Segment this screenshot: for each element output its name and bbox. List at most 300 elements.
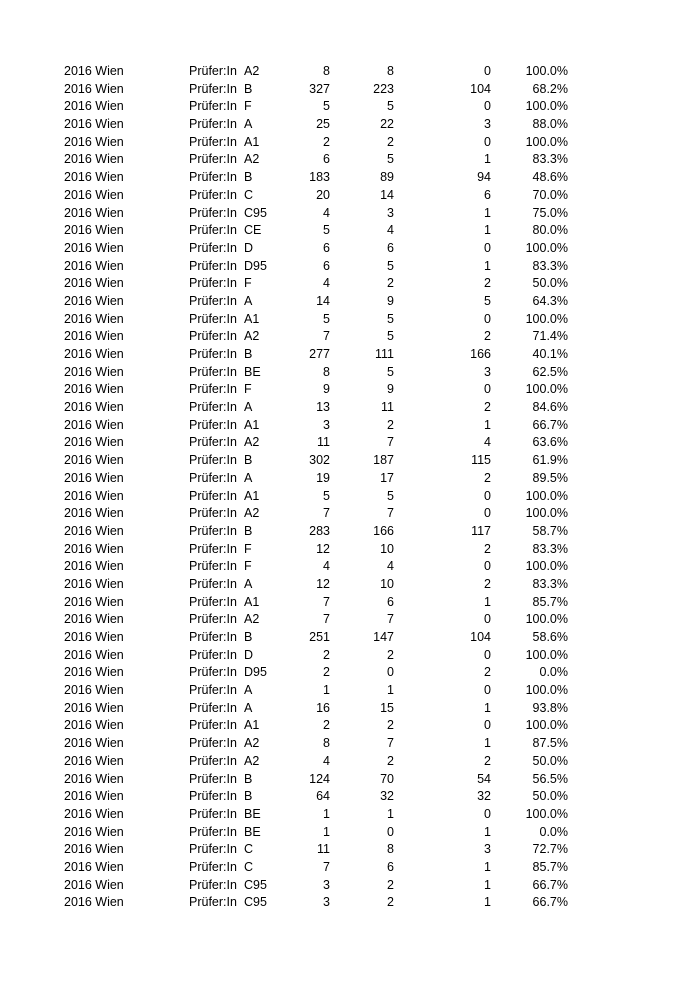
- failed-cell: 0: [484, 488, 491, 503]
- table-row: [0, 717, 700, 735]
- year-location-cell: 2016 Wien: [64, 753, 124, 768]
- failed-cell: 2: [484, 576, 491, 591]
- role-cell: Prüfer:In: [189, 170, 237, 185]
- failed-cell: 104: [470, 81, 491, 96]
- total-cell: 4: [323, 559, 330, 574]
- total-cell: 1: [323, 683, 330, 698]
- total-cell: 19: [316, 470, 330, 485]
- table-row: [0, 151, 700, 169]
- total-cell: 3: [323, 877, 330, 892]
- table-row: [0, 735, 700, 753]
- year-location-cell: 2016 Wien: [64, 364, 124, 379]
- passed-cell: 14: [380, 187, 394, 202]
- pass-rate-cell: 0.0%: [539, 824, 568, 839]
- year-location-cell: 2016 Wien: [64, 417, 124, 432]
- table-row: [0, 258, 700, 276]
- total-cell: 8: [323, 736, 330, 751]
- license-class-cell: A: [244, 683, 253, 698]
- year-location-cell: 2016 Wien: [64, 81, 124, 96]
- passed-cell: 5: [387, 258, 394, 273]
- passed-cell: 9: [387, 293, 394, 308]
- passed-cell: 5: [387, 488, 394, 503]
- table-row: [0, 859, 700, 877]
- year-location-cell: 2016 Wien: [64, 240, 124, 255]
- table-row: [0, 470, 700, 488]
- license-class-cell: D95: [244, 665, 267, 680]
- total-cell: 283: [309, 523, 330, 538]
- passed-cell: 2: [387, 647, 394, 662]
- total-cell: 251: [309, 630, 330, 644]
- pass-rate-cell: 0.0%: [539, 665, 568, 680]
- role-cell: Prüfer:In: [189, 134, 237, 149]
- passed-cell: 2: [387, 417, 394, 432]
- table-row: [0, 81, 700, 99]
- total-cell: 14: [316, 293, 330, 308]
- total-cell: 3: [323, 417, 330, 432]
- pass-rate-cell: 84.6%: [532, 400, 568, 415]
- license-class-cell: B: [244, 81, 253, 96]
- year-location-cell: 2016 Wien: [64, 470, 124, 485]
- role-cell: Prüfer:In: [189, 223, 237, 238]
- passed-cell: 2: [387, 718, 394, 733]
- passed-cell: 187: [373, 453, 394, 468]
- license-class-cell: C: [244, 187, 254, 202]
- passed-cell: 2: [387, 276, 394, 291]
- passed-cell: 111: [374, 347, 394, 361]
- failed-cell: 0: [484, 718, 491, 733]
- license-class-cell: A: [244, 400, 253, 415]
- passed-cell: 15: [380, 700, 394, 715]
- table-row: [0, 134, 700, 152]
- license-class-cell: CE: [244, 223, 262, 238]
- total-cell: 6: [323, 152, 330, 167]
- failed-cell: 94: [477, 170, 491, 185]
- failed-cell: 2: [484, 400, 491, 415]
- passed-cell: 7: [387, 736, 394, 751]
- pass-rate-cell: 66.7%: [532, 417, 568, 432]
- table-row: [0, 682, 700, 700]
- passed-cell: 7: [387, 506, 394, 521]
- pass-rate-cell: 100.0%: [525, 311, 568, 326]
- year-location-cell: 2016 Wien: [64, 630, 124, 644]
- role-cell: Prüfer:In: [189, 665, 237, 680]
- table-row: [0, 700, 700, 718]
- pass-rate-cell: 62.5%: [532, 364, 568, 379]
- license-class-cell: A: [244, 700, 253, 715]
- role-cell: Prüfer:In: [189, 187, 237, 202]
- role-cell: Prüfer:In: [189, 240, 237, 255]
- table-row: [0, 98, 700, 116]
- table-row: [0, 222, 700, 240]
- total-cell: 2: [323, 665, 330, 680]
- passed-cell: 1: [387, 806, 394, 821]
- table-row: [0, 753, 700, 771]
- total-cell: 277: [309, 347, 330, 361]
- passed-cell: 5: [387, 364, 394, 379]
- role-cell: Prüfer:In: [189, 311, 237, 326]
- failed-cell: 3: [484, 117, 491, 132]
- table-row: [0, 488, 700, 506]
- total-cell: 64: [316, 789, 330, 804]
- pass-rate-cell: 61.9%: [532, 453, 568, 468]
- license-class-cell: B: [244, 789, 253, 804]
- total-cell: 4: [323, 753, 330, 768]
- role-cell: Prüfer:In: [189, 559, 237, 574]
- passed-cell: 10: [380, 541, 394, 556]
- failed-cell: 54: [477, 771, 491, 786]
- failed-cell: 0: [484, 506, 491, 521]
- role-cell: Prüfer:In: [189, 453, 237, 468]
- year-location-cell: 2016 Wien: [64, 859, 124, 874]
- year-location-cell: 2016 Wien: [64, 895, 124, 910]
- failed-cell: 4: [484, 435, 491, 450]
- year-location-cell: 2016 Wien: [64, 488, 124, 503]
- failed-cell: 1: [484, 223, 491, 238]
- pass-rate-cell: 50.0%: [532, 789, 568, 804]
- total-cell: 9: [323, 382, 330, 397]
- failed-cell: 2: [484, 470, 491, 485]
- failed-cell: 3: [484, 842, 491, 857]
- year-location-cell: 2016 Wien: [64, 789, 124, 804]
- role-cell: Prüfer:In: [189, 718, 237, 733]
- license-class-cell: A2: [244, 64, 260, 78]
- table-row: [0, 541, 700, 559]
- license-class-cell: BE: [244, 806, 261, 821]
- year-location-cell: 2016 Wien: [64, 559, 124, 574]
- failed-cell: 1: [484, 205, 491, 220]
- table-row: [0, 894, 700, 912]
- failed-cell: 115: [471, 453, 491, 468]
- total-cell: 16: [316, 700, 330, 715]
- table-row: [0, 576, 700, 594]
- role-cell: Prüfer:In: [189, 435, 237, 450]
- year-location-cell: 2016 Wien: [64, 842, 124, 857]
- total-cell: 4: [323, 276, 330, 291]
- table-row: [0, 558, 700, 576]
- total-cell: 7: [323, 594, 330, 609]
- year-location-cell: 2016 Wien: [64, 877, 124, 892]
- total-cell: 11: [317, 435, 330, 450]
- table-row: [0, 364, 700, 382]
- license-class-cell: A: [244, 117, 253, 132]
- license-class-cell: D: [244, 647, 254, 662]
- total-cell: 5: [323, 311, 330, 326]
- spreadsheet-table: [0, 63, 700, 912]
- pass-rate-cell: 66.7%: [532, 895, 568, 910]
- failed-cell: 2: [484, 329, 491, 344]
- role-cell: Prüfer:In: [189, 329, 237, 344]
- table-row: [0, 505, 700, 523]
- total-cell: 5: [323, 488, 330, 503]
- year-location-cell: 2016 Wien: [64, 594, 124, 609]
- role-cell: Prüfer:In: [189, 700, 237, 715]
- role-cell: Prüfer:In: [189, 99, 237, 114]
- license-class-cell: A2: [244, 329, 260, 344]
- role-cell: Prüfer:In: [189, 630, 237, 644]
- year-location-cell: 2016 Wien: [64, 293, 124, 308]
- failed-cell: 2: [484, 753, 491, 768]
- year-location-cell: 2016 Wien: [64, 117, 124, 132]
- failed-cell: 1: [484, 700, 491, 715]
- role-cell: Prüfer:In: [189, 683, 237, 698]
- failed-cell: 1: [484, 859, 491, 874]
- failed-cell: 1: [484, 258, 491, 273]
- passed-cell: 2: [387, 877, 394, 892]
- license-class-cell: A2: [244, 612, 260, 627]
- table-row: [0, 116, 700, 134]
- failed-cell: 2: [484, 276, 491, 291]
- table-row: [0, 806, 700, 824]
- failed-cell: 0: [484, 559, 491, 574]
- pass-rate-cell: 100.0%: [525, 64, 568, 78]
- role-cell: Prüfer:In: [189, 541, 237, 556]
- passed-cell: 10: [380, 576, 394, 591]
- pass-rate-cell: 100.0%: [525, 559, 568, 574]
- year-location-cell: 2016 Wien: [64, 736, 124, 751]
- role-cell: Prüfer:In: [189, 842, 237, 857]
- role-cell: Prüfer:In: [189, 506, 237, 521]
- total-cell: 3: [323, 895, 330, 910]
- pass-rate-cell: 100.0%: [525, 718, 568, 733]
- passed-cell: 223: [373, 81, 394, 96]
- passed-cell: 1: [387, 683, 394, 698]
- pass-rate-cell: 58.7%: [532, 523, 568, 538]
- year-location-cell: 2016 Wien: [64, 718, 124, 733]
- year-location-cell: 2016 Wien: [64, 134, 124, 149]
- year-location-cell: 2016 Wien: [64, 683, 124, 698]
- total-cell: 1: [323, 824, 330, 839]
- table-row: [0, 381, 700, 399]
- total-cell: 2: [323, 647, 330, 662]
- license-class-cell: A1: [244, 134, 260, 149]
- failed-cell: 2: [484, 541, 491, 556]
- year-location-cell: 2016 Wien: [64, 665, 124, 680]
- passed-cell: 7: [387, 435, 394, 450]
- license-class-cell: F: [244, 99, 252, 114]
- license-class-cell: B: [244, 453, 253, 468]
- license-class-cell: D: [244, 240, 254, 255]
- year-location-cell: 2016 Wien: [64, 647, 124, 662]
- failed-cell: 2: [484, 665, 491, 680]
- license-class-cell: B: [244, 771, 253, 786]
- table-row: [0, 841, 700, 859]
- table-row: [0, 523, 700, 541]
- license-class-cell: A1: [244, 488, 260, 503]
- role-cell: Prüfer:In: [189, 293, 237, 308]
- failed-cell: 1: [484, 417, 491, 432]
- license-class-cell: A: [244, 470, 253, 485]
- license-class-cell: BE: [244, 364, 261, 379]
- year-location-cell: 2016 Wien: [64, 824, 124, 839]
- license-class-cell: B: [244, 170, 253, 185]
- pass-rate-cell: 48.6%: [532, 170, 568, 185]
- role-cell: Prüfer:In: [189, 400, 237, 415]
- year-location-cell: 2016 Wien: [64, 64, 124, 78]
- total-cell: 7: [323, 859, 330, 874]
- passed-cell: 89: [380, 170, 394, 185]
- passed-cell: 8: [387, 64, 394, 78]
- total-cell: 8: [323, 64, 330, 78]
- year-location-cell: 2016 Wien: [64, 258, 124, 273]
- passed-cell: 166: [373, 523, 394, 538]
- pass-rate-cell: 100.0%: [525, 240, 568, 255]
- year-location-cell: 2016 Wien: [64, 453, 124, 468]
- year-location-cell: 2016 Wien: [64, 612, 124, 627]
- license-class-cell: B: [244, 347, 253, 361]
- passed-cell: 0: [387, 824, 394, 839]
- failed-cell: 1: [484, 152, 491, 167]
- table-row: [0, 169, 700, 187]
- total-cell: 1: [323, 806, 330, 821]
- pass-rate-cell: 100.0%: [525, 806, 568, 821]
- pass-rate-cell: 83.3%: [532, 258, 568, 273]
- year-location-cell: 2016 Wien: [64, 187, 124, 202]
- total-cell: 302: [309, 453, 330, 468]
- passed-cell: 4: [387, 559, 394, 574]
- failed-cell: 0: [484, 647, 491, 662]
- pass-rate-cell: 100.0%: [525, 683, 568, 698]
- total-cell: 13: [316, 400, 330, 415]
- license-class-cell: F: [244, 559, 252, 574]
- year-location-cell: 2016 Wien: [64, 806, 124, 821]
- year-location-cell: 2016 Wien: [64, 700, 124, 715]
- license-class-cell: A2: [244, 435, 260, 450]
- table-row: [0, 788, 700, 806]
- pass-rate-cell: 93.8%: [532, 700, 568, 715]
- table-row: [0, 328, 700, 346]
- role-cell: Prüfer:In: [189, 117, 237, 132]
- pass-rate-cell: 66.7%: [532, 877, 568, 892]
- role-cell: Prüfer:In: [189, 576, 237, 591]
- total-cell: 2: [323, 134, 330, 149]
- total-cell: 124: [309, 771, 330, 786]
- pass-rate-cell: 75.0%: [532, 205, 568, 220]
- year-location-cell: 2016 Wien: [64, 506, 124, 521]
- pass-rate-cell: 89.5%: [532, 470, 568, 485]
- pass-rate-cell: 70.0%: [532, 187, 568, 202]
- total-cell: 8: [323, 364, 330, 379]
- passed-cell: 2: [387, 134, 394, 149]
- failed-cell: 6: [484, 187, 491, 202]
- role-cell: Prüfer:In: [189, 877, 237, 892]
- table-row: [0, 187, 700, 205]
- pass-rate-cell: 100.0%: [525, 647, 568, 662]
- license-class-cell: C: [244, 842, 254, 857]
- pass-rate-cell: 58.6%: [532, 630, 568, 644]
- role-cell: Prüfer:In: [189, 258, 237, 273]
- role-cell: Prüfer:In: [189, 417, 237, 432]
- failed-cell: 1: [484, 824, 491, 839]
- license-class-cell: B: [244, 630, 253, 644]
- total-cell: 11: [317, 842, 330, 857]
- passed-cell: 6: [387, 859, 394, 874]
- license-class-cell: A2: [244, 736, 260, 751]
- failed-cell: 5: [484, 293, 491, 308]
- role-cell: Prüfer:In: [189, 895, 237, 910]
- failed-cell: 117: [471, 523, 491, 538]
- role-cell: Prüfer:In: [189, 824, 237, 839]
- year-location-cell: 2016 Wien: [64, 99, 124, 114]
- passed-cell: 5: [387, 329, 394, 344]
- total-cell: 183: [309, 170, 330, 185]
- total-cell: 2: [323, 718, 330, 733]
- passed-cell: 147: [373, 630, 394, 644]
- failed-cell: 1: [484, 736, 491, 751]
- pass-rate-cell: 72.7%: [532, 842, 568, 857]
- year-location-cell: 2016 Wien: [64, 276, 124, 291]
- role-cell: Prüfer:In: [189, 753, 237, 768]
- year-location-cell: 2016 Wien: [64, 152, 124, 167]
- license-class-cell: A: [244, 576, 253, 591]
- license-class-cell: C95: [244, 877, 267, 892]
- role-cell: Prüfer:In: [189, 364, 237, 379]
- year-location-cell: 2016 Wien: [64, 541, 124, 556]
- passed-cell: 6: [387, 240, 394, 255]
- pass-rate-cell: 85.7%: [532, 594, 568, 609]
- table-row: [0, 240, 700, 258]
- license-class-cell: F: [244, 276, 252, 291]
- role-cell: Prüfer:In: [189, 523, 237, 538]
- failed-cell: 0: [484, 382, 491, 397]
- pass-rate-cell: 100.0%: [525, 134, 568, 149]
- total-cell: 25: [316, 117, 330, 132]
- license-class-cell: D95: [244, 258, 267, 273]
- year-location-cell: 2016 Wien: [64, 347, 124, 361]
- failed-cell: 104: [470, 630, 491, 644]
- role-cell: Prüfer:In: [189, 647, 237, 662]
- pass-rate-cell: 68.2%: [532, 81, 568, 96]
- table-row: [0, 647, 700, 665]
- license-class-cell: A1: [244, 311, 260, 326]
- year-location-cell: 2016 Wien: [64, 382, 124, 397]
- year-location-cell: 2016 Wien: [64, 329, 124, 344]
- total-cell: 327: [309, 81, 330, 96]
- passed-cell: 7: [387, 612, 394, 627]
- table-row: [0, 399, 700, 417]
- table-row: [0, 664, 700, 682]
- total-cell: 12: [316, 576, 330, 591]
- role-cell: Prüfer:In: [189, 205, 237, 220]
- table-row: [0, 877, 700, 895]
- passed-cell: 11: [381, 400, 394, 415]
- total-cell: 20: [316, 187, 330, 202]
- table-row: [0, 275, 700, 293]
- passed-cell: 5: [387, 99, 394, 114]
- failed-cell: 1: [484, 594, 491, 609]
- total-cell: 12: [316, 541, 330, 556]
- passed-cell: 3: [387, 205, 394, 220]
- year-location-cell: 2016 Wien: [64, 205, 124, 220]
- table-row: [0, 205, 700, 223]
- table-row: [0, 434, 700, 452]
- pass-rate-cell: 100.0%: [525, 488, 568, 503]
- table-row: [0, 594, 700, 612]
- pass-rate-cell: 87.5%: [532, 736, 568, 751]
- pass-rate-cell: 83.3%: [532, 152, 568, 167]
- passed-cell: 6: [387, 594, 394, 609]
- role-cell: Prüfer:In: [189, 789, 237, 804]
- role-cell: Prüfer:In: [189, 488, 237, 503]
- table-row: [0, 824, 700, 842]
- license-class-cell: A2: [244, 506, 260, 521]
- year-location-cell: 2016 Wien: [64, 576, 124, 591]
- failed-cell: 1: [484, 877, 491, 892]
- table-row: [0, 293, 700, 311]
- passed-cell: 22: [380, 117, 394, 132]
- role-cell: Prüfer:In: [189, 81, 237, 96]
- year-location-cell: 2016 Wien: [64, 771, 124, 786]
- role-cell: Prüfer:In: [189, 859, 237, 874]
